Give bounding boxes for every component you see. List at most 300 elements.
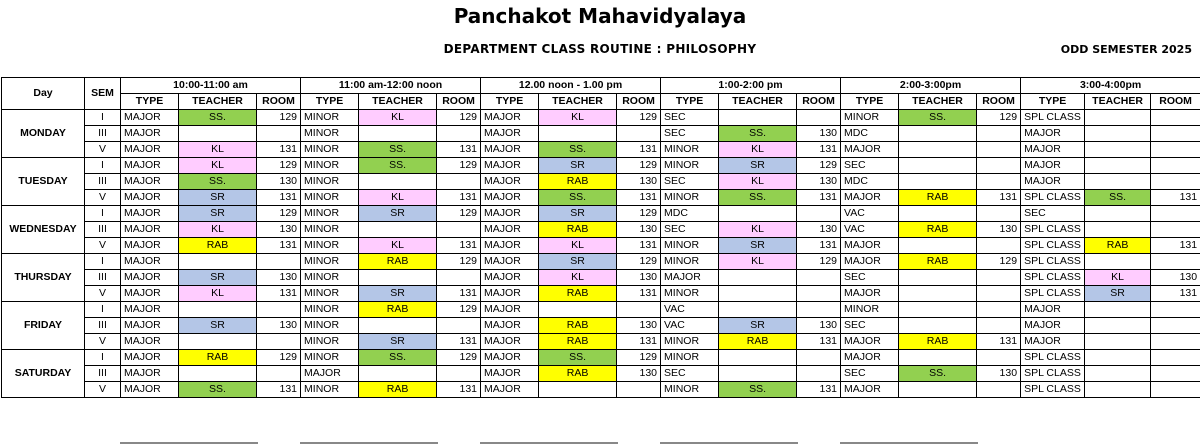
table-row xyxy=(2,126,1200,142)
sem-cell: III xyxy=(85,366,121,382)
sub-header-room: ROOM xyxy=(977,94,1021,110)
type-cell: MINOR xyxy=(301,110,359,126)
room-cell xyxy=(617,382,661,398)
type-cell: MAJOR xyxy=(1021,142,1085,158)
room-cell xyxy=(1151,382,1200,398)
room-cell: 131 xyxy=(617,286,661,302)
teacher-cell: KL xyxy=(179,158,257,174)
type-cell: MINOR xyxy=(661,350,719,366)
teacher-cell: SR xyxy=(1085,286,1151,302)
teacher-cell: SR xyxy=(179,270,257,286)
sem-cell: I xyxy=(85,254,121,270)
room-cell: 129 xyxy=(437,206,481,222)
type-cell: SEC xyxy=(661,366,719,382)
semester-label: ODD SEMESTER 2025 xyxy=(1060,43,1192,56)
table-row xyxy=(2,190,1200,206)
room-cell xyxy=(1151,126,1200,142)
room-cell: 131 xyxy=(257,286,301,302)
type-cell: MAJOR xyxy=(301,366,359,382)
room-cell xyxy=(437,174,481,190)
room-cell: 131 xyxy=(977,190,1021,206)
day-cell: SATURDAY xyxy=(2,350,85,398)
teacher-cell xyxy=(179,302,257,318)
type-cell: MAJOR xyxy=(121,206,179,222)
teacher-cell: KL xyxy=(539,238,617,254)
type-cell: MAJOR xyxy=(481,270,539,286)
room-cell: 129 xyxy=(617,206,661,222)
type-cell: MINOR xyxy=(301,254,359,270)
type-cell: MINOR xyxy=(301,174,359,190)
day-cell: MONDAY xyxy=(2,110,85,158)
teacher-cell: SR xyxy=(359,334,437,350)
room-cell xyxy=(977,206,1021,222)
type-cell: MAJOR xyxy=(481,382,539,398)
teacher-cell: SS. xyxy=(899,366,977,382)
teacher-cell xyxy=(1085,110,1151,126)
room-cell: 131 xyxy=(797,382,841,398)
teacher-cell xyxy=(1085,366,1151,382)
table-row xyxy=(2,382,1200,398)
room-cell xyxy=(257,254,301,270)
room-cell xyxy=(1151,142,1200,158)
room-cell xyxy=(977,350,1021,366)
type-cell: MAJOR xyxy=(481,206,539,222)
teacher-cell xyxy=(179,126,257,142)
teacher-cell xyxy=(1085,350,1151,366)
type-cell: MINOR xyxy=(301,238,359,254)
room-cell xyxy=(977,318,1021,334)
teacher-cell xyxy=(539,126,617,142)
type-cell: MINOR xyxy=(301,302,359,318)
type-cell: MAJOR xyxy=(841,334,899,350)
table-row xyxy=(2,270,1200,286)
room-cell xyxy=(977,238,1021,254)
room-cell: 131 xyxy=(617,238,661,254)
type-cell: SPL CLASS xyxy=(1021,110,1085,126)
room-cell xyxy=(977,382,1021,398)
room-cell xyxy=(1151,206,1200,222)
type-cell: MDC xyxy=(661,206,719,222)
room-cell xyxy=(257,366,301,382)
teacher-cell: SS. xyxy=(179,110,257,126)
sem-cell: III xyxy=(85,174,121,190)
teacher-cell xyxy=(539,382,617,398)
type-cell: SPL CLASS xyxy=(1021,286,1085,302)
type-cell: MAJOR xyxy=(1021,302,1085,318)
type-cell: MDC xyxy=(841,174,899,190)
footer-rule xyxy=(660,442,798,444)
room-cell: 131 xyxy=(617,190,661,206)
sem-cell: III xyxy=(85,270,121,286)
teacher-cell xyxy=(1085,382,1151,398)
sem-cell: III xyxy=(85,222,121,238)
room-cell: 131 xyxy=(797,238,841,254)
type-cell: SPL CLASS xyxy=(1021,254,1085,270)
type-cell: MAJOR xyxy=(481,254,539,270)
room-cell: 130 xyxy=(797,126,841,142)
teacher-cell: KL xyxy=(719,254,797,270)
room-cell: 131 xyxy=(1151,238,1200,254)
room-cell: 130 xyxy=(257,318,301,334)
sub-header-teacher: TEACHER xyxy=(179,94,257,110)
room-cell: 131 xyxy=(257,382,301,398)
room-cell xyxy=(1151,318,1200,334)
type-cell: MAJOR xyxy=(481,318,539,334)
teacher-cell xyxy=(899,158,977,174)
room-cell: 130 xyxy=(797,318,841,334)
sem-cell: V xyxy=(85,238,121,254)
sem-cell: V xyxy=(85,190,121,206)
type-cell: MAJOR xyxy=(121,158,179,174)
room-cell: 130 xyxy=(977,366,1021,382)
sub-header-room: ROOM xyxy=(1151,94,1200,110)
room-cell xyxy=(1151,334,1200,350)
teacher-cell: KL xyxy=(359,190,437,206)
room-cell: 129 xyxy=(617,158,661,174)
teacher-cell xyxy=(899,174,977,190)
teacher-cell: RAB xyxy=(539,318,617,334)
type-cell: SEC xyxy=(661,174,719,190)
room-cell: 131 xyxy=(257,142,301,158)
room-cell: 130 xyxy=(617,222,661,238)
room-cell: 130 xyxy=(797,222,841,238)
teacher-cell xyxy=(899,206,977,222)
table-row xyxy=(2,366,1200,382)
type-cell: MAJOR xyxy=(841,254,899,270)
sem-cell: I xyxy=(85,350,121,366)
type-cell: MINOR xyxy=(301,126,359,142)
room-cell xyxy=(1151,110,1200,126)
sub-header-teacher: TEACHER xyxy=(359,94,437,110)
type-cell: MAJOR xyxy=(481,110,539,126)
teacher-cell xyxy=(359,174,437,190)
time-slot-header: 3:00-4:00pm xyxy=(1021,78,1200,94)
sub-header-room: ROOM xyxy=(437,94,481,110)
teacher-cell xyxy=(179,254,257,270)
room-cell xyxy=(1151,158,1200,174)
teacher-cell: RAB xyxy=(539,366,617,382)
teacher-cell: SS. xyxy=(359,350,437,366)
type-cell: SEC xyxy=(661,110,719,126)
teacher-cell xyxy=(719,286,797,302)
room-cell: 131 xyxy=(257,190,301,206)
type-cell: MAJOR xyxy=(121,350,179,366)
room-cell xyxy=(977,174,1021,190)
type-cell: MINOR xyxy=(301,334,359,350)
type-cell: MAJOR xyxy=(121,270,179,286)
teacher-cell: RAB xyxy=(359,254,437,270)
type-cell: SPL CLASS xyxy=(1021,222,1085,238)
room-cell xyxy=(1151,302,1200,318)
room-cell xyxy=(617,126,661,142)
table-row xyxy=(2,206,1200,222)
type-cell: MINOR xyxy=(841,302,899,318)
teacher-cell xyxy=(179,366,257,382)
teacher-cell xyxy=(179,334,257,350)
room-cell: 129 xyxy=(257,158,301,174)
type-cell: MAJOR xyxy=(481,190,539,206)
sem-cell: III xyxy=(85,126,121,142)
teacher-cell: SS. xyxy=(539,142,617,158)
teacher-cell: SR xyxy=(539,254,617,270)
teacher-cell: SR xyxy=(539,206,617,222)
sub-header-room: ROOM xyxy=(257,94,301,110)
room-cell: 129 xyxy=(257,206,301,222)
table-row xyxy=(2,142,1200,158)
room-cell xyxy=(797,270,841,286)
sem-cell: I xyxy=(85,158,121,174)
type-cell: MAJOR xyxy=(841,286,899,302)
type-cell: MAJOR xyxy=(841,350,899,366)
sub-header-type: TYPE xyxy=(661,94,719,110)
type-cell: MAJOR xyxy=(481,286,539,302)
room-cell: 129 xyxy=(437,158,481,174)
type-cell: MAJOR xyxy=(121,366,179,382)
sub-header-type: TYPE xyxy=(301,94,359,110)
type-cell: MINOR xyxy=(841,110,899,126)
teacher-cell: SS. xyxy=(719,126,797,142)
room-cell: 131 xyxy=(797,190,841,206)
table-row xyxy=(2,318,1200,334)
room-cell xyxy=(257,334,301,350)
routine-table xyxy=(1,77,1200,398)
teacher-cell: RAB xyxy=(359,382,437,398)
room-cell: 131 xyxy=(617,334,661,350)
type-cell: SPL CLASS xyxy=(1021,270,1085,286)
teacher-cell xyxy=(899,318,977,334)
room-cell xyxy=(1151,366,1200,382)
teacher-cell: SR xyxy=(359,286,437,302)
teacher-cell xyxy=(1085,206,1151,222)
room-cell xyxy=(1151,174,1200,190)
room-cell: 129 xyxy=(437,254,481,270)
room-cell: 129 xyxy=(797,254,841,270)
table-row xyxy=(2,286,1200,302)
teacher-cell xyxy=(359,270,437,286)
sub-header-teacher: TEACHER xyxy=(899,94,977,110)
teacher-cell xyxy=(359,126,437,142)
sub-header-teacher: TEACHER xyxy=(719,94,797,110)
room-cell xyxy=(977,286,1021,302)
sem-header: SEM xyxy=(85,78,121,110)
room-cell: 131 xyxy=(1151,286,1200,302)
teacher-cell: KL xyxy=(1085,270,1151,286)
teacher-cell xyxy=(1085,222,1151,238)
teacher-cell: SS. xyxy=(179,174,257,190)
type-cell: MAJOR xyxy=(481,222,539,238)
day-cell: THURSDAY xyxy=(2,254,85,302)
type-cell: MINOR xyxy=(301,318,359,334)
type-cell: SEC xyxy=(661,126,719,142)
room-cell: 131 xyxy=(437,382,481,398)
teacher-cell: RAB xyxy=(359,302,437,318)
room-cell: 129 xyxy=(617,254,661,270)
sem-cell: I xyxy=(85,302,121,318)
type-cell: MAJOR xyxy=(841,142,899,158)
type-cell: MINOR xyxy=(301,142,359,158)
room-cell xyxy=(977,126,1021,142)
teacher-cell: SR xyxy=(719,238,797,254)
room-cell: 131 xyxy=(437,286,481,302)
teacher-cell: SR xyxy=(359,206,437,222)
type-cell: MINOR xyxy=(661,286,719,302)
room-cell xyxy=(1151,254,1200,270)
room-cell xyxy=(437,126,481,142)
type-cell: MAJOR xyxy=(121,302,179,318)
sem-cell: V xyxy=(85,382,121,398)
room-cell xyxy=(437,270,481,286)
sem-cell: I xyxy=(85,110,121,126)
teacher-cell: RAB xyxy=(899,190,977,206)
type-cell: SEC xyxy=(841,318,899,334)
type-cell: MINOR xyxy=(661,334,719,350)
type-cell: MAJOR xyxy=(121,142,179,158)
room-cell: 130 xyxy=(617,366,661,382)
teacher-cell: SS. xyxy=(359,158,437,174)
room-cell: 129 xyxy=(437,350,481,366)
room-cell xyxy=(797,366,841,382)
room-cell xyxy=(797,286,841,302)
table-row xyxy=(2,174,1200,190)
teacher-cell xyxy=(1085,142,1151,158)
room-cell: 131 xyxy=(617,142,661,158)
type-cell: MINOR xyxy=(301,158,359,174)
teacher-cell: RAB xyxy=(539,222,617,238)
type-cell: MINOR xyxy=(301,350,359,366)
teacher-cell: KL xyxy=(179,286,257,302)
teacher-cell xyxy=(899,382,977,398)
teacher-cell xyxy=(899,126,977,142)
table-row xyxy=(2,158,1200,174)
room-cell xyxy=(437,318,481,334)
teacher-cell xyxy=(1085,302,1151,318)
teacher-cell: SS. xyxy=(359,142,437,158)
room-cell: 129 xyxy=(617,110,661,126)
table-row xyxy=(2,254,1200,270)
type-cell: MINOR xyxy=(301,222,359,238)
type-cell: MAJOR xyxy=(1021,174,1085,190)
teacher-cell: SR xyxy=(179,318,257,334)
time-slot-header: 11:00 am-12:00 noon xyxy=(301,78,481,94)
type-cell: MAJOR xyxy=(121,318,179,334)
type-cell: MAJOR xyxy=(481,142,539,158)
type-cell: MAJOR xyxy=(121,222,179,238)
teacher-cell: KL xyxy=(539,270,617,286)
teacher-cell: KL xyxy=(179,222,257,238)
room-cell xyxy=(977,142,1021,158)
type-cell: MAJOR xyxy=(481,238,539,254)
type-cell: MAJOR xyxy=(1021,126,1085,142)
type-cell: MAJOR xyxy=(121,286,179,302)
teacher-cell: RAB xyxy=(539,174,617,190)
type-cell: MAJOR xyxy=(481,350,539,366)
room-cell: 129 xyxy=(437,110,481,126)
sub-header-type: TYPE xyxy=(841,94,899,110)
teacher-cell: RAB xyxy=(539,334,617,350)
type-cell: MAJOR xyxy=(1021,318,1085,334)
room-cell: 131 xyxy=(797,334,841,350)
type-cell: MAJOR xyxy=(481,126,539,142)
type-cell: MAJOR xyxy=(121,254,179,270)
room-cell: 130 xyxy=(257,222,301,238)
sem-cell: V xyxy=(85,142,121,158)
room-cell: 131 xyxy=(437,190,481,206)
table-row xyxy=(2,238,1200,254)
teacher-cell: KL xyxy=(359,110,437,126)
teacher-cell: RAB xyxy=(179,350,257,366)
room-cell: 131 xyxy=(1151,190,1200,206)
teacher-cell xyxy=(899,238,977,254)
type-cell: MAJOR xyxy=(121,126,179,142)
sub-header-room: ROOM xyxy=(797,94,841,110)
room-cell xyxy=(1151,350,1200,366)
room-cell: 130 xyxy=(977,222,1021,238)
teacher-cell xyxy=(359,222,437,238)
sub-header-teacher: TEACHER xyxy=(1085,94,1151,110)
sub-header-type: TYPE xyxy=(481,94,539,110)
room-cell: 131 xyxy=(977,334,1021,350)
type-cell: MAJOR xyxy=(481,302,539,318)
type-cell: MINOR xyxy=(301,286,359,302)
room-cell: 129 xyxy=(977,110,1021,126)
teacher-cell: RAB xyxy=(899,254,977,270)
teacher-cell xyxy=(539,302,617,318)
teacher-cell xyxy=(899,350,977,366)
sub-header-type: TYPE xyxy=(121,94,179,110)
teacher-cell: SR xyxy=(179,206,257,222)
college-title: Panchakot Mahavidyalaya xyxy=(453,4,747,28)
room-cell: 130 xyxy=(257,270,301,286)
room-cell xyxy=(797,302,841,318)
type-cell: MAJOR xyxy=(481,366,539,382)
room-cell: 130 xyxy=(797,174,841,190)
footer-rule xyxy=(300,442,438,444)
type-cell: VAC xyxy=(841,206,899,222)
room-cell: 130 xyxy=(1151,270,1200,286)
teacher-cell xyxy=(899,142,977,158)
type-cell: MAJOR xyxy=(481,334,539,350)
time-slot-header: 10:00-11:00 am xyxy=(121,78,301,94)
type-cell: SEC xyxy=(841,270,899,286)
type-cell: VAC xyxy=(661,302,719,318)
type-cell: MAJOR xyxy=(841,382,899,398)
type-cell: MAJOR xyxy=(121,238,179,254)
teacher-cell: SR xyxy=(719,318,797,334)
room-cell: 130 xyxy=(617,174,661,190)
room-cell: 131 xyxy=(797,142,841,158)
room-cell xyxy=(797,206,841,222)
footer-rule xyxy=(840,442,978,444)
day-cell: FRIDAY xyxy=(2,302,85,350)
room-cell: 131 xyxy=(437,238,481,254)
type-cell: SPL CLASS xyxy=(1021,382,1085,398)
type-cell: VAC xyxy=(661,318,719,334)
sub-header-teacher: TEACHER xyxy=(539,94,617,110)
type-cell: SEC xyxy=(841,158,899,174)
type-cell: MAJOR xyxy=(121,110,179,126)
time-slot-header: 2:00-3:00pm xyxy=(841,78,1021,94)
room-cell xyxy=(617,302,661,318)
type-cell: MINOR xyxy=(661,238,719,254)
teacher-cell: SS. xyxy=(539,190,617,206)
teacher-cell: RAB xyxy=(899,222,977,238)
teacher-cell: SR xyxy=(539,158,617,174)
teacher-cell: KL xyxy=(179,142,257,158)
sub-header-room: ROOM xyxy=(617,94,661,110)
table-row xyxy=(2,222,1200,238)
teacher-cell xyxy=(719,302,797,318)
table-row xyxy=(2,302,1200,318)
